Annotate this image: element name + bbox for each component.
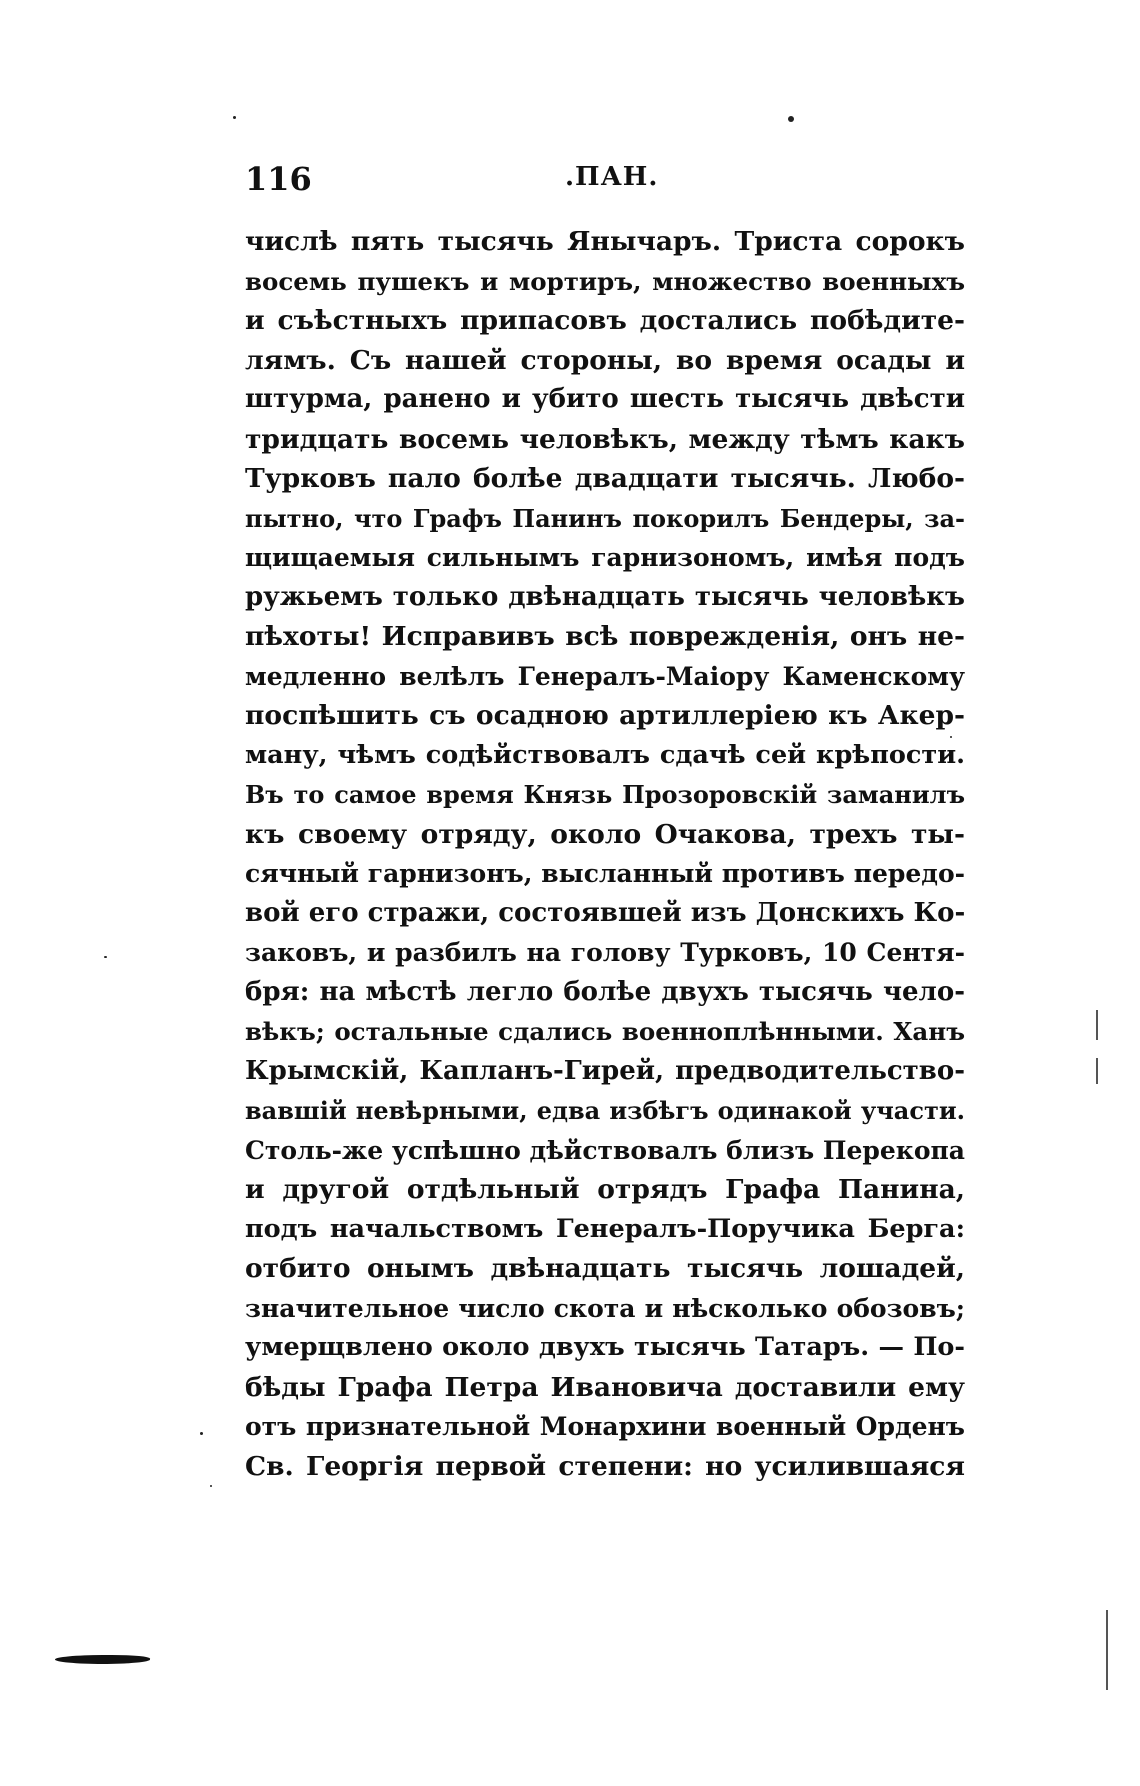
text-line: отъ признательной Монархини военный Орденъ xyxy=(245,1412,965,1441)
running-head: .ПАН. xyxy=(565,162,659,192)
text-line: Св. Георгія первой степени: но усилившаяся xyxy=(245,1450,965,1482)
text-line: ману, чѣмъ содѣйствовалъ сдачѣ сей крѣпости. xyxy=(245,739,965,770)
text-line: заковъ, и разбилъ на голову Турковъ, 10 Сентя- xyxy=(245,938,965,967)
text-line: штурма, ранено и убито шесть тысячь двѣсти xyxy=(245,384,965,414)
text-line: и другой отдѣльный отрядъ Графа Панина, xyxy=(245,1174,965,1205)
text-line: поспѣшить съ осадною артиллеріею къ Акер- xyxy=(245,700,965,731)
text-line: умерщвлено около двухъ тысячь Татаръ. — По- xyxy=(245,1332,965,1362)
text-line: ружьемъ только двѣнадцать тысячь человѣкъ xyxy=(245,581,965,612)
scan-speck xyxy=(233,116,236,119)
text-line: Турковъ пало болѣе двадцати тысячь. Любо- xyxy=(245,463,965,494)
scan-speck xyxy=(950,736,952,738)
text-line: восемь пушекъ и мортиръ, множество военныхъ xyxy=(245,266,965,296)
text-line: къ своему отряду, около Очакова, трехъ ты- xyxy=(245,818,965,850)
text-line: отбито онымъ двѣнадцать тысячь лошадей, xyxy=(245,1253,965,1284)
text-line: значительное число скота и нѣсколько обозовъ; xyxy=(245,1293,965,1323)
body-text xyxy=(245,222,965,1486)
text-line: подъ начальствомъ Генералъ-Поручика Берга: xyxy=(245,1213,965,1244)
scan-speck xyxy=(788,116,794,122)
text-line: пѣхоты! Исправивъ всѣ поврежденія, онъ не- xyxy=(245,621,965,652)
text-line: числѣ пять тысячь Янычаръ. Триста сорокъ xyxy=(245,226,965,257)
text-line: вой его стражи, состоявшей изъ Донскихъ Ко- xyxy=(245,897,965,928)
scan-smudge xyxy=(55,1655,150,1664)
text-line: бря: на мѣстѣ легло болѣе двухъ тысячь чело- xyxy=(245,976,965,1007)
text-line: медленно велѣлъ Генералъ-Маіору Каменскому xyxy=(245,661,965,691)
scan-speck xyxy=(210,1485,212,1487)
text-line: вавшій невѣрными, едва избѣгъ одинакой участи. xyxy=(245,1096,965,1125)
text-line: щищаемыя сильнымъ гарнизономъ, имѣя подъ xyxy=(245,543,965,572)
text-line: тридцать восемь человѣкъ, между тѣмъ какъ xyxy=(245,423,965,455)
text-line: сячный гарнизонъ, высланный противъ передо- xyxy=(245,859,965,888)
text-line: Столь-же успѣшно дѣйствовалъ близъ Перекопа xyxy=(245,1135,965,1165)
scan-speck xyxy=(200,1432,203,1435)
scan-edge-line xyxy=(1096,1058,1098,1084)
text-line: вѣкъ; остальные сдались военноплѣнными. Ханъ xyxy=(245,1017,965,1046)
text-line: Крымскій, Капланъ-Гирей, предводительство- xyxy=(245,1055,965,1086)
text-line: пытно, что Графъ Панинъ покорилъ Бендеры, за- xyxy=(245,503,965,533)
scan-edge-line xyxy=(1106,1610,1108,1690)
page-number: 116 xyxy=(245,160,312,198)
page-header xyxy=(245,160,945,210)
text-line: и съѣстныхъ припасовъ достались побѣдите- xyxy=(245,305,965,336)
text-line: лямъ. Съ нашей стороны, во время осады и xyxy=(245,344,965,376)
scan-speck xyxy=(104,956,107,958)
scan-edge-line xyxy=(1096,1010,1098,1040)
text-line: бѣды Графа Петра Ивановича доставили ему xyxy=(245,1371,965,1403)
text-line: Въ то самое время Князь Прозоровскій заманилъ xyxy=(245,780,965,809)
